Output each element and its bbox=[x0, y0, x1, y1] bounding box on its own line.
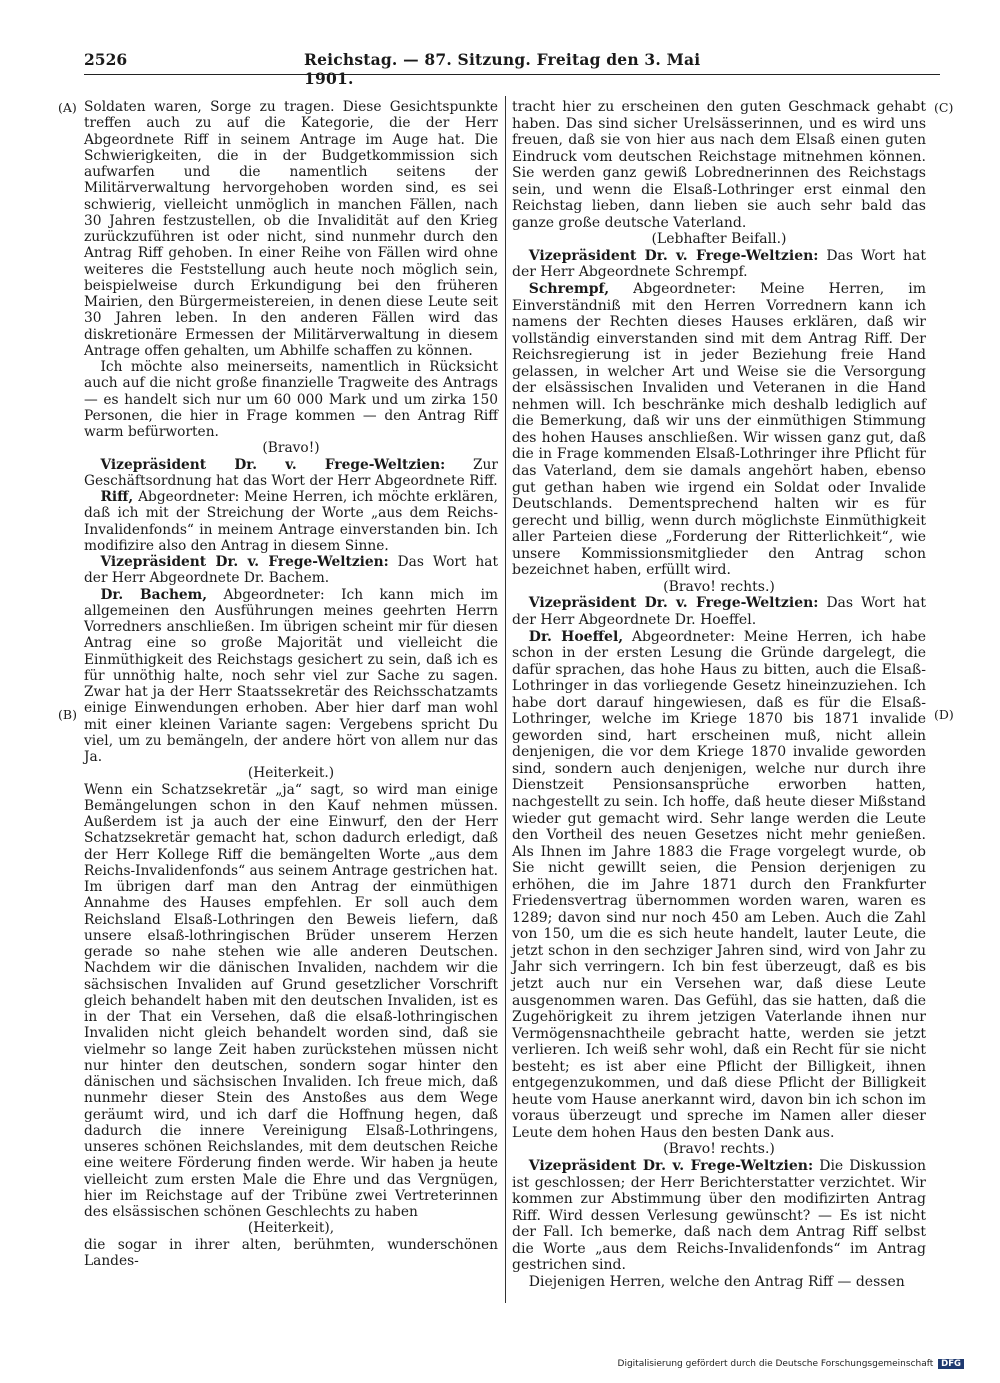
paragraph-text: tracht hier zu erscheinen den guten Geschmack gehabt haben. Das sind sicher Urelsässerinnen, und es wird uns freuen, daß sie von hier aus nach dem Elsaß einen guten Eindruck vom deutschen Reichstage mitnehmen können. Sie werden ganz gewiß Lobrednerinnen des Reichstags sein, und wenn die Elsaß-Lothringer erst einmal den Reichstag lieben, dann lieben sie auch sehr bald das ganze große deutsche Vaterland. bbox=[512, 99, 926, 231]
paragraph-text: Soldaten waren, Sorge zu tragen. Diese Gesichtspunkte treffen auch zu auf die Kategorie, die der Herr Abgeordnete Riff in seinem Antrage im Auge hat. Die Schwierigkeiten, die in der Budgetkommission sich aufwarfen und die namentlich seitens der Militärverwaltung hervorgehoben worden sind, es sei schwierig, vielleicht unmöglich in manchen Fällen, nach 30 Jahren festzustellen, ob die Invalidität auf den Krieg zurückzuführen ist oder nicht, sind nunmehr durch den Antrag Riff gehoben. In einer Reihe von Fällen wird ohne weiteres die Feststellung auch heute noch möglich sein, beispielweise durch Erkundigung bei den früheren Mairien, den Bürgermeistereien, in denen diese Leute seit 30 Jahren leben. In den anderen Fällen wird das diskretionäre Ermessen der Militärverwaltung in diesem Antrage offen gehalten, um Abhilfe schaffen zu können. bbox=[84, 99, 498, 359]
paragraph bbox=[512, 1274, 926, 1291]
speaker-name: Vizepräsident Dr. v. Frege-Weltzien: bbox=[100, 456, 446, 473]
paragraph-text: (Bravo! rechts.) bbox=[663, 578, 775, 595]
speaker-name: Dr. Hoeffel, bbox=[528, 628, 624, 645]
speaker-name: Schrempf, bbox=[528, 281, 610, 298]
paragraph bbox=[84, 489, 498, 554]
column-rule bbox=[505, 96, 506, 1303]
dfg-logo: DFG bbox=[938, 1359, 964, 1369]
speaker-name: Riff, bbox=[100, 489, 134, 505]
margin-marker-a: (A) bbox=[58, 100, 77, 115]
paragraph-text: die sogar in ihrer alten, berühmten, wunderschönen Landes- bbox=[84, 1236, 498, 1269]
left-column bbox=[84, 99, 498, 1269]
interjection bbox=[84, 1220, 498, 1236]
speaker-name: Vizepräsident Dr. v. Frege-Weltzien: bbox=[528, 247, 819, 264]
footer-credit bbox=[618, 1359, 964, 1369]
paragraph bbox=[512, 281, 926, 579]
paragraph bbox=[512, 629, 926, 1142]
margin-marker-b: (B) bbox=[58, 707, 77, 722]
speaker-name: Vizepräsident Dr. v. Frege-Weltzien: bbox=[100, 554, 389, 570]
paragraph-text: Die Diskussion ist geschlossen; der Herr Berichterstatter verzichtet. Wir kommen zur Abstimmung über den modifizirten Antrag Riff. Wird dessen Verlesung gewünscht? — Es ist nicht der Fall. Ich bemerke, daß nach dem Antrag Riff selbst die Worte „aus dem Reichs-Invalidenfonds“ im Antrag gestrichen sind. bbox=[512, 1158, 926, 1274]
interjection bbox=[84, 765, 498, 781]
paragraph bbox=[512, 1158, 926, 1274]
interjection bbox=[512, 1141, 926, 1158]
paragraph-text: Diejenigen Herren, welche den Antrag Riff — dessen bbox=[528, 1273, 905, 1290]
interjection bbox=[512, 231, 926, 248]
paragraph-text: (Heiterkeit.) bbox=[247, 765, 335, 782]
paragraph-text: Abgeordneter: Meine Herren, ich habe schon in der ersten Lesung die Gründe dargelegt, die dafür sprachen, das hohe Haus zu bitten, auch die Elsaß-Lothringer in das vorliegende Gesetz hineinzuziehen. Ich habe dort darauf hingewiesen, daß es für die Elsaß-Lothringer, welche im Kriege 1870 bis 1871 invalide geworden sind, hart erscheinen muß, nicht allein denjenigen, die vor dem Kriege 1870 invalide geworden sind, sondern auch denjenigen, welche nur durch ihre Dienstzeit Pensionsansprüche erworben hatten, nachgestellt zu sein. Ich hoffe, daß heute dieser Mißstand wieder gut gemacht wird. Sehr lange werden die Leute den Vortheil des neuen Gesetzes nicht mehr genießen. Als Ihnen im Jahre 1883 die Frage vorgelegt wurde, ob Sie nicht gewillt seien, die Pension derjenigen zu erhöhen, die im Jahre 1871 durch den Frankfurter Friedensvertrag übernommen worden waren, waren es 1289; davon sind nur noch 450 am Leben. Auch die Zahl von 150, um die es sich heute handelt, lauter Leute, die jetzt schon in den sechziger Jahren sind, wird von Jahr zu Jahr sich verringern. Ich bin fest überzeugt, daß es bis jetzt auch nur ein Versehen war, daß diese Leute ausgenommen waren. Das Gefühl, das sie hatten, daß die Zugehörigkeit zu ihrem jetzigen Vaterlande ihnen nur Vermögensnachtheile gebracht hatte, werden sie jetzt verlieren. Ich weiß sehr wohl, daß ein Recht für sie nicht besteht; es ist aber eine Pflicht der Billigkeit, ihnen entgegenzukommen, und daß diese Pflicht der Billigkeit heute vom Hause anerkannt wird, davon bin ich schon im voraus überzeugt und spreche im Namen aller dieser Leute dem hohen Haus den besten Dank aus. bbox=[512, 628, 926, 1141]
paragraph-text: Wenn ein Schatzsekretär „ja“ sagt, so wird man einige Bemängelungen schon in den Kauf nehmen müssen. Außerdem ist ja auch der eine Einwurf, den der Herr Schatzsekretär gemacht hat, schon dadurch erledigt, daß der Herr Kollege Riff die bemängelten Worte „aus dem Reichs-Invalidenfonds“ aus seinem Antrage gestrichen hat. Im übrigen darf man den Antrag der einmüthigen Annahme des Hauses empfehlen. Er soll auch dem Reichsland Elsaß-Lothringen den Beweis liefern, daß unsere elsaß-lothringischen Brüder unserem Herzen gerade so nahe stehen wie alle anderen Deutschen. Nachdem wir die dänischen Invaliden, nachdem wir die sächsischen Invaliden auf Grund gesetzlicher Vorschrift gleich behandelt haben mit den deutschen Invaliden, ist es in der That ein Versehen, daß die elsaß-lothringischen Invaliden nicht gleich behandelt worden sind, daß sie vielmehr so lange Zeit haben zurückstehen müssen nicht nur hinter den deutschen, sondern sogar hinter den dänischen und sächsischen Invaliden. Ich freue mich, daß nunmehr dieser Stein des Anstoßes aus dem Wege geräumt wird, und ich darf die Hoffnung hegen, daß dadurch die innere Vereinigung Elsaß-Lothringens, unseres schönen Reichslandes, mit dem deutschen Reiche eine weitere Förderung finden werde. Wir haben ja heute vielleicht zum ersten Male die Ehre und das Vergnügen, hier im Reichstage auf der Tribüne zwei Vertreterinnen des elsässischen schönen Geschlechts zu haben bbox=[84, 781, 498, 1220]
paragraph-text: (Lebhafter Beifall.) bbox=[651, 231, 787, 248]
paragraph-text: Abgeordneter: Ich kann mich im allgemeinen den Ausführungen meines geehrten Herrn Vorredners anschließen. Im übrigen scheint mir für diesen Antrag eine so große Majorität und vielleicht die Einmüthigkeit des Reichstags gesichert zu sein, daß ich es für unnöthig halte, noch sehr viel zur Sache zu sagen. Zwar hat ja der Herr Staatssekretär des Reichsschatzamts einige Einwendungen erhoben. Aber hier darf man wohl mit einer kleinen Variante sagen: Vergebens spricht Du viel, um zu bemängeln, der andere hört von allem nur das Ja. bbox=[84, 586, 498, 765]
paragraph bbox=[84, 359, 498, 440]
interjection bbox=[84, 440, 498, 456]
paragraph bbox=[84, 587, 498, 766]
page-number: 2526 bbox=[84, 50, 128, 69]
right-column bbox=[512, 99, 926, 1290]
paragraph bbox=[84, 554, 498, 587]
paragraph bbox=[512, 595, 926, 628]
paragraph-text: Zur Geschäftsordnung hat das Wort der Herr Abgeordnete Riff. bbox=[84, 456, 498, 489]
paragraph-text: Ich möchte also meinerseits, namentlich in Rücksicht auch auf die nicht große finanzielle Tragweite des Antrags — es handelt sich nur um 60 000 Mark und um zirka 150 Personen, die hier in Frage kommen — den Antrag Riff warm befürworten. bbox=[84, 359, 498, 440]
margin-marker-c: (C) bbox=[934, 100, 954, 115]
running-header bbox=[84, 48, 702, 88]
header-title: Reichstag. — 87. Sitzung. Freitag den 3. Mai 1901. bbox=[304, 50, 701, 88]
paragraph-text: (Bravo! rechts.) bbox=[663, 1141, 775, 1158]
speaker-name: Vizepräsident Dr. v. Frege-Weltzien: bbox=[528, 595, 819, 612]
paragraph-text: (Heiterkeit), bbox=[247, 1220, 335, 1237]
interjection bbox=[512, 579, 926, 596]
paragraph bbox=[512, 99, 926, 231]
paragraph-text: Das Wort hat der Herr Abgeordnete Dr. Bachem. bbox=[84, 554, 498, 587]
speaker-name: Dr. Bachem, bbox=[100, 586, 208, 603]
paragraph bbox=[512, 248, 926, 281]
paragraph-text: Das Wort hat der Herr Abgeordnete Dr. Hoeffel. bbox=[512, 595, 926, 628]
paragraph bbox=[84, 99, 498, 359]
paragraph bbox=[84, 782, 498, 1221]
speaker-name: Vizepräsident Dr. v. Frege-Weltzien: bbox=[528, 1158, 814, 1174]
paragraph-text: (Bravo!) bbox=[262, 440, 320, 457]
paragraph-text: Das Wort hat der Herr Abgeordnete Schrempf. bbox=[512, 247, 926, 281]
paragraph-text: Abgeordneter: Meine Herren, im Einverständniß mit den Herren Vorrednern kann ich namens der Rechten dieses Hauses erklären, daß wir vollständig einverstanden sind mit dem Antrag Riff. Der Reichsregierung ist in jeder Beziehung freie Hand gelassen, in welcher Art und Weise sie die Versorgung der elsässischen Invaliden und Veteranen in die Hand nehmen will. Ich beschränke mich deshalb lediglich auf die Bemerkung, daß wir uns der einmüthigen Stimmung des hohen Hauses anschließen. Wir wissen ganz gut, daß die in Frage kommenden Elsaß-Lothringer ihre Pflicht für das Vaterland, dem sie damals angehört haben, ebenso gut gethan haben wie irgend ein Soldat oder Invalide Deutschlands. Dementsprechend halten wir es für gerecht und billig, wenn durch möglichste Einmüthigkeit aller Parteien diese „Forderung der Ritterlichkeit“, wie unsere Kommissionsmitglieder den Antrag schon bezeichnet haben, erfüllt wird. bbox=[512, 281, 926, 579]
paragraph bbox=[84, 457, 498, 490]
paragraph bbox=[84, 1237, 498, 1270]
header-rule bbox=[84, 74, 940, 75]
margin-marker-d: (D) bbox=[934, 707, 954, 722]
footer-text: Digitalisierung gefördert durch die Deutsche Forschungsgemeinschaft bbox=[617, 1359, 934, 1369]
paragraph-text: Abgeordneter: Meine Herren, ich möchte erklären, daß ich mit der Streichung der Worte „aus dem Reichs-Invalidenfonds“ in meinem Antrage einverstanden bin. Ich modifizire also den Antrag in diesem Sinne. bbox=[84, 489, 498, 554]
